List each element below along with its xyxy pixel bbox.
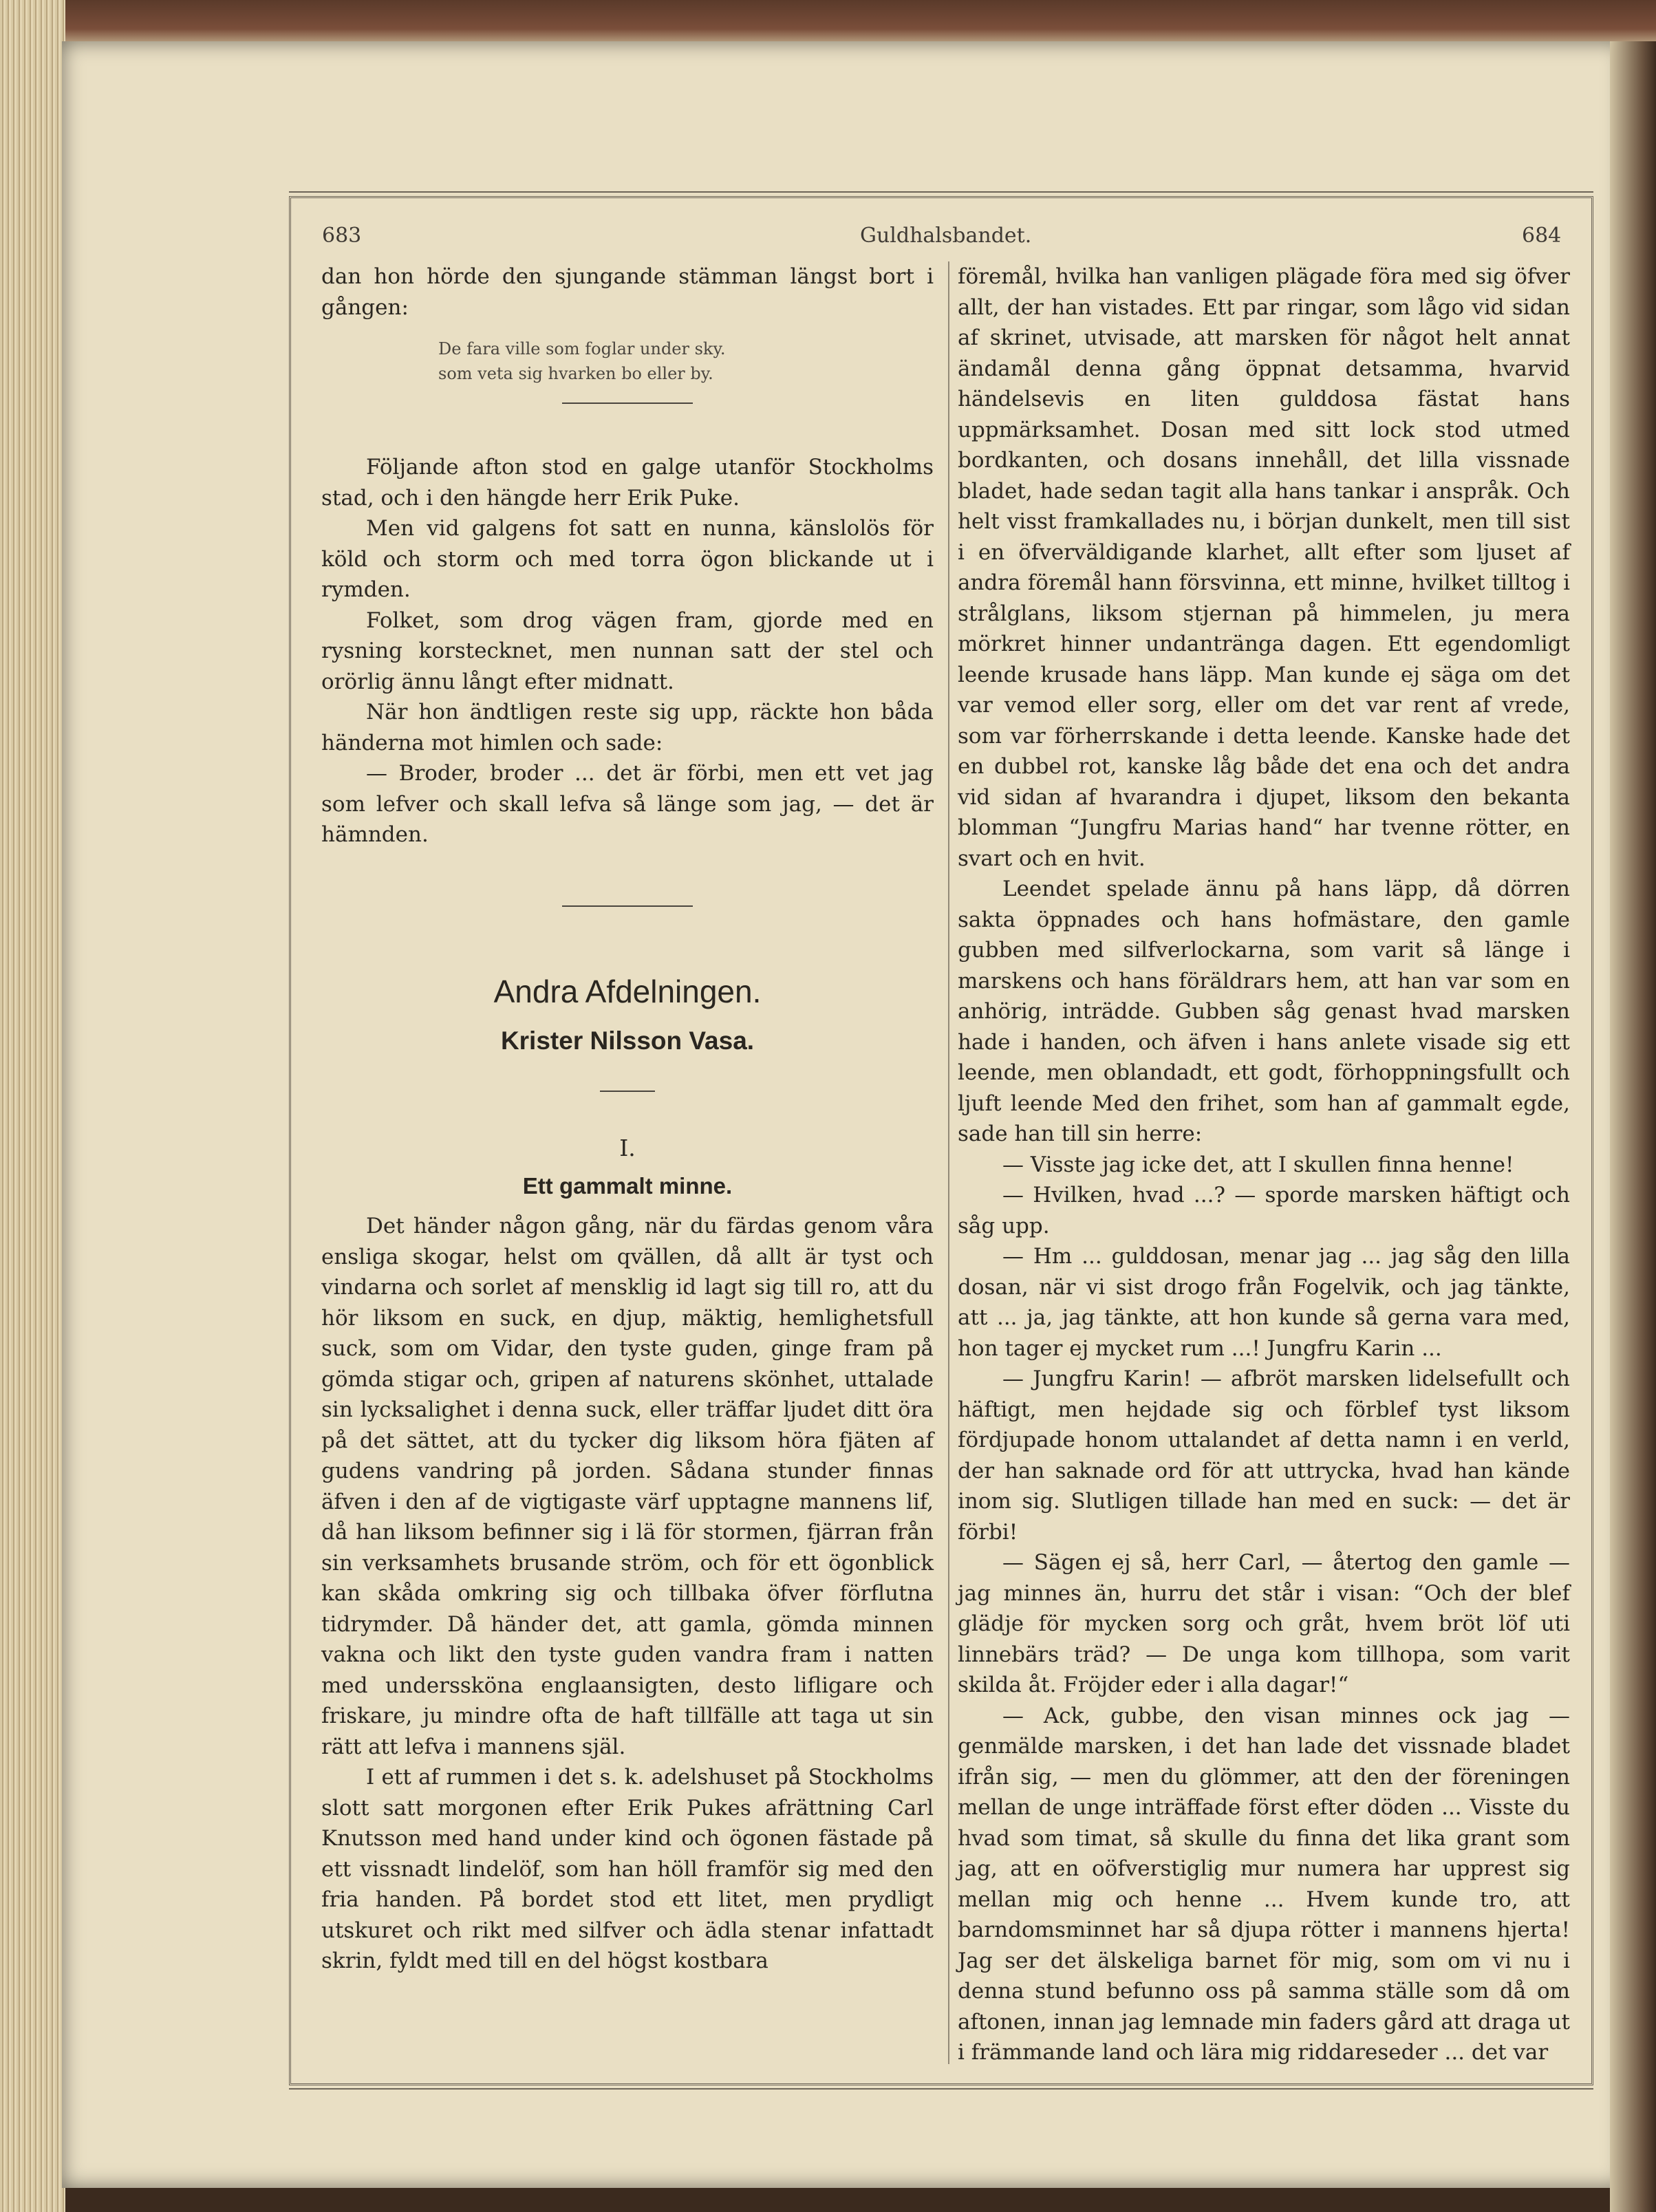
verse-line: De fara ville som foglar under sky. [438, 339, 726, 358]
bottom-rule [289, 2088, 1593, 2090]
top-rule [289, 191, 1593, 193]
paragraph: I ett af rummen i det s. k. adelshuset på Stockholms slott satt morgonen efter Erik Pukes afrättning Carl Knutsson med hand under kind och ögonen fästade på ett vissnadt lindelöf, som han höll framför sig med den fria handen. På bordet stod ett litet, men prydligt utskuret och rikt med silfver och ädla stenar infattadt skrin, fyldt med till en del högst kostbara [321, 1765, 934, 1973]
paragraph: När hon ändtligen reste sig upp, räckte hon båda händerna mot himlen och sade: [321, 700, 934, 755]
paragraph: — Hvilken, hvad ...? — sporde marsken häftigt och såg upp. [958, 1183, 1570, 1238]
left-page-number: 683 [322, 224, 362, 248]
right-page-number: 684 [1522, 224, 1562, 248]
paragraph: — Visste jag icke det, att I skullen finna henne! [1002, 1152, 1514, 1177]
paragraph: Det händer någon gång, när du färdas genom våra ensliga skogar, helst om qvällen, då allt är tyst och vindarna och sorlet af mensklig id lagt sig till ro, att du hör liksom en suck, en djup, mäktig, hemlighetsfull suck, som om Vidar, den tyste guden, ginge fram på gömda stigar och, gripen af naturens skönhet, uttalade sin lycksalighet i denna suck, eller träffar ljudet ditt öra på det sättet, att du tycker dig liksom höra fjäten af gudens vandring på jorden. Sådana stunder finnas äfven i den af de vigtigaste värf upptagne mannens lif, då han liksom befinner sig i lä för stormen, fjärran från sin verksamhets brusande ström, och för ett ögonblick kan skåda omkring sig och tillbaka öfver förflutna tidrymder. Då händer det, att gamla, gömda minnen vakna och likt den tyste guden vandra fram i natten med underssköna englaansigten, desto lifligare och friskare, ju mindre ofta de haft tillfälle att taga ut sin rätt att lefva i mannens själ. [321, 1214, 934, 1759]
page-right-shadow [1610, 41, 1656, 2212]
paragraph: — Hm ... gulddosan, menar jag ... jag såg den lilla dosan, när vi sist drogo från Fogelvik, och jag tänkte, att ... ja, jag tänkte, att hon kunde så gerna vara med, hon tager ej mycket rum ...! Jungfru Karin ... [958, 1244, 1570, 1361]
paragraph: föremål, hvilka han vanligen plägade föra med sig öfver allt, der han vistades. Ett par ringar, som lågo vid sidan af skrinet, utvisade, att marsken för något helt annat ändamål denna gång öppnat detsamma, hvarvid händelsevis en liten gulddosa fästat hans uppmärksamhet. Dosan med sitt lock stod utmed bordkanten, och dosans innehåll, det lilla vissnade bladet, hade sedan tagit alla hans tankar i anspråk. Och helt visst framkallades nu, i början dunkelt, men till sist i en öfverväldigande klarhet, allt efter som ljuset af andra föremål hann försvinna, ett minne, hvilket tilltog i strålglans, liksom stjernan på himmelen, ju mera mörkret hinner undantränga dagen. Ett egendomligt leende krusade hans läpp. Man kunde ej säga om det var vemod eller sorg, eller om det var rent af vrede, som var förherrskande i detta leende. Kanske hade det en dubbel rot, kanske låg både det ena och det andra vid sidan af hvarandra i djupet, liksom den bekanta blomman “Jungfru Marias hand“ har tvenne rötter, en svart och en hvit. [958, 264, 1570, 871]
separator-rule [562, 402, 693, 404]
book-page-edges [0, 0, 65, 2212]
paragraph: — Ack, gubbe, den visan minnes ock jag — genmälde marsken, i det han lade det vissnade bladet ifrån sig, — men du glömmer, att den der föreningen mellan de unge inträffade först efter döden ... Visste du hvad som timat, så skulle du finna det lika grant som jag, att en oöfverstiglig mur numera har upprest sig mellan mig och henne ... Hvem kunde tro, att barndomsminnet har så djupa rötter i mannens hjerta! Jag ser det älskeliga barnet för mig, som om vi nu i denna stund befunno oss på samma ställe som då om aftonen, innan jag lemnade min faders gård att draga ut i främmande land och lära mig riddareseder ... det var [958, 1703, 1570, 2065]
paragraph: — Broder, broder ... det är förbi, men ett vet jag som lefver och skall lefva så länge som jag, — det är hämnden. [321, 761, 934, 847]
paragraph: Folket, som drog vägen fram, gjorde med en rysning korstecknet, men nunnan satt der stel och orörlig ännu långt efter midnatt. [321, 608, 934, 694]
paragraph: Följande afton stod en galge utanför Stockholms stad, och i den hängde herr Erik Puke. [321, 455, 934, 511]
chapter-title: Ett gammalt minne. [522, 1172, 733, 1199]
right-column [958, 261, 1570, 2068]
left-column [321, 261, 934, 1977]
section-title: Andra Afdelningen. [493, 973, 762, 1009]
paragraph: Leendet spelade ännu på hans läpp, då dörren sakta öppnades och hans hofmästare, den gamle gubben med silfverlockarna, som varit så länge i marskens och hans föräldrars hem, att han var som en anhörig, inträdde. Gubben såg genast hvad marsken hade i handen, och äfven i hans anlete visade sig ett leende, men oblandadt, ett godt, förhoppningsfullt och ljuft leende Med den frihet, som han af gammalt egde, sade han till sin herre: [958, 877, 1570, 1146]
running-title: Guldhalsbandet. [860, 224, 1032, 248]
paragraph: Men vid galgens fot satt en nunna, känslolös för köld och storm och med torra ögon blickande ut i rymden. [321, 516, 934, 602]
column-divider [948, 261, 949, 2064]
separator-rule [600, 1091, 655, 1092]
chapter-number: I. [619, 1135, 636, 1161]
paragraph: — Jungfru Karin! — afbröt marsken lidelsefullt och häftigt, men hejdade sig och förblef tyst liksom fördjupade honom uttalandet af detta namn i en verld, der han saknade ord för att uttrycka, hvad han kände inom sig. Slutligen tillade han med en suck: — det är förbi! [958, 1366, 1570, 1545]
section-subtitle: Krister Nilsson Vasa. [500, 1026, 755, 1055]
paragraph: dan hon hörde den sjungande stämman längst bort i gången: [321, 264, 934, 320]
verse [321, 336, 934, 386]
paragraph: — Sägen ej så, herr Carl, — återtog den gamle — jag minnes än, hurru det står i visan: “Och der blef glädje för mycken sorg och gråt, hvem bröt löf uti linnebärs träd? — De unga kom tillhopa, som varit skilda åt. Fröjder eder i alla dagar!“ [958, 1550, 1570, 1697]
separator-rule [562, 905, 693, 907]
verse-line: som veta sig hvarken bo eller by. [438, 364, 713, 383]
